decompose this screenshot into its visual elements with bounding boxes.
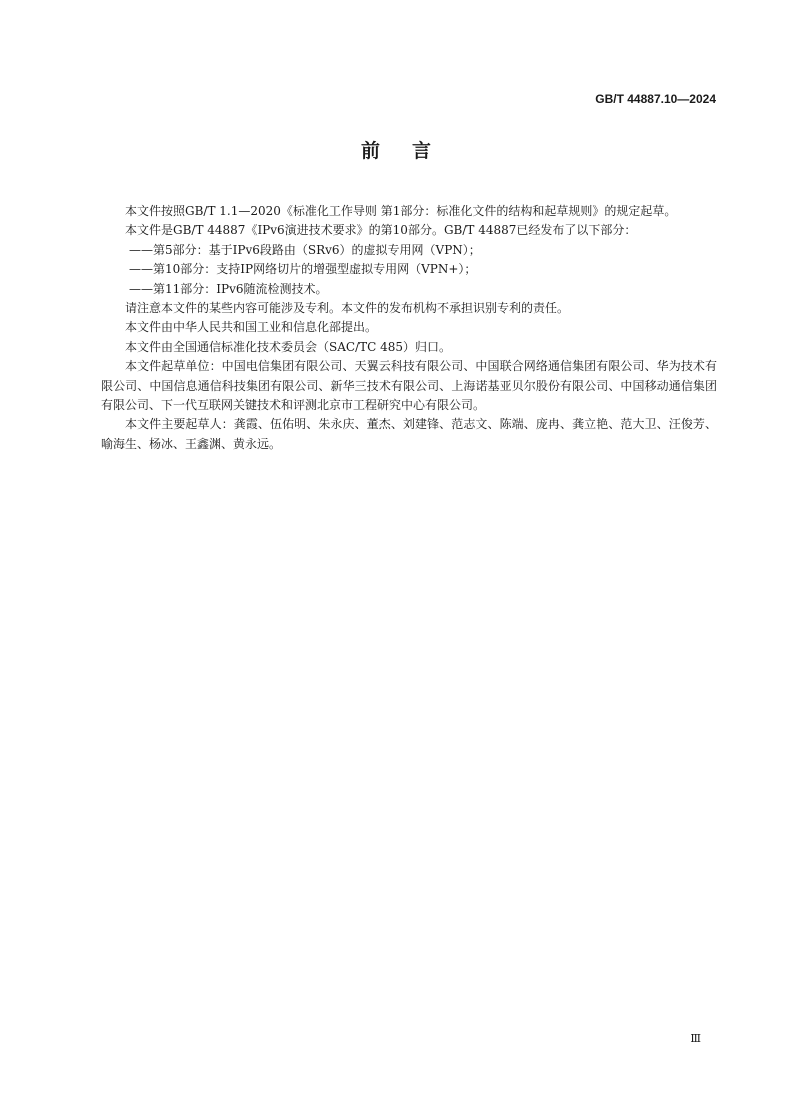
title-char-2: 言	[412, 140, 432, 162]
standard-code: GB/T 44887.10—2024	[595, 92, 716, 106]
paragraph-drafting-rules: 本文件按照GB/T 1.1—2020《标准化工作导则 第1部分：标准化文件的结构和起草规则》的规定起草。	[125, 204, 677, 218]
paragraph-patent-notice: 请注意本文件的某些内容可能涉及专利。本文件的发布机构不承担识别专利的责任。	[125, 301, 570, 316]
foreword-body	[101, 202, 717, 454]
title-char-1: 前	[360, 140, 380, 162]
list-item: ——第10部分：支持IP网络切片的增强型虚拟专用网（VPN+）；	[129, 262, 477, 277]
list-item: ——第5部分：基于IPv6段路由（SRv6）的虚拟专用网（VPN）；	[129, 242, 481, 257]
page-number: Ⅲ	[690, 1032, 701, 1045]
page-title	[0, 136, 792, 163]
paragraph-proposer: 本文件由中华人民共和国工业和信息化部提出。	[125, 320, 378, 335]
list-item: ——第11部分：IPv6随流检测技术。	[129, 281, 328, 296]
paragraph-drafters: 本文件主要起草人：龚霞、伍佑明、朱永庆、董杰、刘建锋、范志文、陈端、庞冉、龚立艳、范大卫、汪俊芳、喻海生、杨冰、王鑫渊、黄永远。	[101, 417, 717, 451]
paragraph-drafting-organizations: 本文件起草单位：中国电信集团有限公司、天翼云科技有限公司、中国联合网络通信集团有限公司、华为技术有限公司、中国信息通信科技集团有限公司、新华三技术有限公司、上海诺基亚贝尔股份有限公司、中国移动通信集团有限公司、下一代互联网关键技术和评测北京市工程研究中心有限公司。	[101, 359, 717, 413]
paragraph-series-info: 本文件是GB/T 44887《IPv6演进技术要求》的第10部分。GB/T 44887已经发布了以下部分：	[125, 223, 637, 238]
paragraph-committee: 本文件由全国通信标准化技术委员会（SAC/TC 485）归口。	[125, 339, 452, 354]
